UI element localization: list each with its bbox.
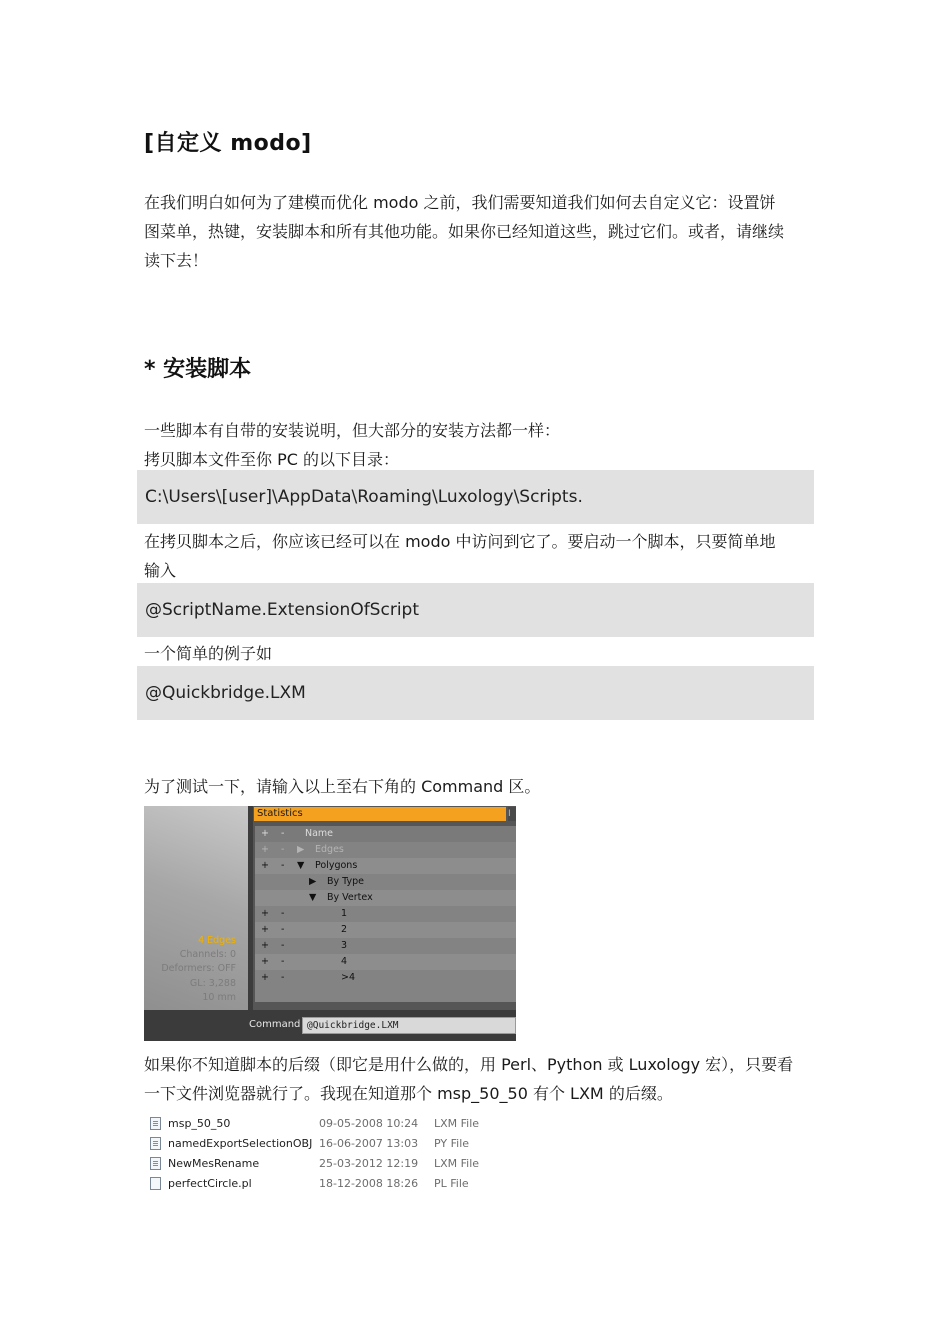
viewport-deformers: Deformers: OFF (161, 963, 236, 975)
remove-button[interactable]: - (281, 972, 285, 983)
viewport-edges-count: 4 Edges (198, 935, 236, 946)
tree-row[interactable] (255, 842, 516, 858)
collapse-arrow-icon[interactable]: ▼ (309, 892, 317, 903)
tab-overflow[interactable]: I (508, 807, 516, 821)
after-copy-paragraph (144, 527, 776, 585)
statistics-tree (255, 826, 516, 1002)
expand-arrow-icon[interactable]: ▶ (309, 876, 317, 887)
modo-screenshot (144, 806, 516, 1041)
extension-line: 一下文件浏览器就行了。我现在知道那个 msp_50_50 有个 LXM 的后缀。 (144, 1084, 673, 1103)
intro-line: 读下去！ (144, 251, 209, 270)
add-button[interactable]: + (261, 860, 269, 871)
add-button[interactable]: + (261, 924, 269, 935)
section-heading: * 安装脚本 (144, 357, 252, 382)
file-type: PY File (434, 1137, 470, 1150)
remove-button[interactable]: - (281, 908, 285, 919)
install-instructions (144, 416, 560, 474)
header-plus: + (261, 828, 269, 839)
file-type: PL File (434, 1177, 469, 1190)
tree-row-label: 3 (341, 940, 348, 951)
tab-statistics[interactable]: Statistics (254, 807, 506, 821)
tree-header (255, 826, 516, 842)
extension-paragraph (144, 1050, 793, 1108)
remove-button[interactable]: - (281, 956, 285, 967)
file-type: LXM File (434, 1157, 480, 1170)
add-button[interactable]: + (261, 908, 269, 919)
file-row[interactable] (144, 1174, 512, 1194)
example-code-block: @Quickbridge.LXM (137, 666, 814, 720)
file-name: perfectCircle.pl (168, 1177, 252, 1190)
file-name: namedExportSelectionOBJ (168, 1137, 313, 1150)
tree-row-label: 4 (341, 956, 348, 967)
file-date: 25-03-2012 12:19 (319, 1157, 419, 1170)
file-date: 16-06-2007 13:03 (319, 1137, 419, 1150)
file-name: msp_50_50 (168, 1117, 231, 1130)
after-copy-line: 在拷贝脚本之后，你应该已经可以在 modo 中访问到它了。要启动一个脚本，只要简单地 (144, 532, 776, 551)
file-type: LXM File (434, 1117, 480, 1130)
file-row[interactable] (144, 1134, 512, 1154)
file-date: 18-12-2008 18:26 (319, 1177, 419, 1190)
example-intro: 一个简单的例子如 (144, 644, 273, 663)
install-line: 拷贝脚本文件至你 PC 的以下目录： (144, 450, 399, 469)
tree-row[interactable] (255, 874, 516, 890)
add-button[interactable]: + (261, 956, 269, 967)
install-line: 一些脚本有自带的安装说明，但大部分的安装方法都一样： (144, 421, 561, 440)
modo-viewport (144, 806, 248, 1010)
header-minus: - (281, 828, 285, 839)
page-title: [自定义 modo] (144, 131, 312, 156)
intro-line: 图菜单，热键，安装脚本和所有其他功能。如果你已经知道这些，跳过它们。或者，请继续 (144, 222, 785, 241)
script-syntax-code-block: @ScriptName.ExtensionOfScript (137, 583, 814, 637)
intro-paragraph (144, 188, 784, 275)
file-row[interactable] (144, 1114, 512, 1134)
tree-row[interactable] (255, 954, 516, 970)
file-date: 09-05-2008 10:24 (319, 1117, 419, 1130)
blank-file-icon (150, 1177, 161, 1190)
header-name: Name (305, 828, 334, 839)
add-button[interactable]: + (261, 972, 269, 983)
tree-row-label: Edges (315, 844, 344, 855)
file-browser-screenshot (144, 1114, 512, 1196)
remove-button[interactable]: - (281, 940, 285, 951)
viewport-scale: 10 mm (202, 991, 236, 1003)
intro-line: 在我们明白如何为了建模而优化 modo 之前，我们需要知道我们如何去自定义它：设置饼 (144, 193, 776, 212)
command-label: Command (249, 1019, 301, 1030)
tree-row[interactable] (255, 890, 516, 906)
tree-row[interactable] (255, 970, 516, 986)
viewport-info (161, 934, 236, 1005)
tree-row[interactable] (255, 938, 516, 954)
expand-arrow-icon[interactable]: ▶ (297, 844, 305, 855)
remove-button[interactable]: - (281, 860, 285, 871)
tree-row-label: >4 (341, 972, 356, 983)
tree-row-label: 1 (341, 908, 348, 919)
tree-row[interactable] (255, 922, 516, 938)
path-code-block: C:\Users\[user]\AppData\Roaming\Luxology\Scripts. (137, 470, 814, 524)
collapse-arrow-icon[interactable]: ▼ (297, 860, 305, 871)
script-file-icon (150, 1157, 161, 1170)
file-name: NewMesRename (168, 1157, 260, 1170)
extension-line: 如果你不知道脚本的后缀（即它是用什么做的，用 Perl、Python 或 Luxology 宏），只要看 (144, 1055, 794, 1074)
tree-row-label: By Vertex (327, 892, 373, 903)
command-input[interactable]: @Quickbridge.LXM (302, 1017, 516, 1034)
after-copy-line: 输入 (144, 561, 177, 580)
test-instruction: 为了测试一下，请输入以上至右下角的 Command 区。 (144, 777, 541, 796)
tree-row-label: Polygons (315, 860, 358, 871)
remove-button[interactable]: - (281, 844, 285, 855)
remove-button[interactable]: - (281, 924, 285, 935)
tree-row[interactable] (255, 906, 516, 922)
add-button[interactable]: + (261, 940, 269, 951)
script-file-icon (150, 1117, 161, 1130)
script-file-icon (150, 1137, 161, 1150)
add-button[interactable]: + (261, 844, 269, 855)
viewport-channels: Channels: 0 (179, 949, 236, 961)
tree-row[interactable] (255, 858, 516, 874)
file-row[interactable] (144, 1154, 512, 1174)
viewport-gl: GL: 3,288 (189, 977, 236, 989)
tree-row-label: By Type (327, 876, 364, 887)
tree-row-label: 2 (341, 924, 348, 935)
